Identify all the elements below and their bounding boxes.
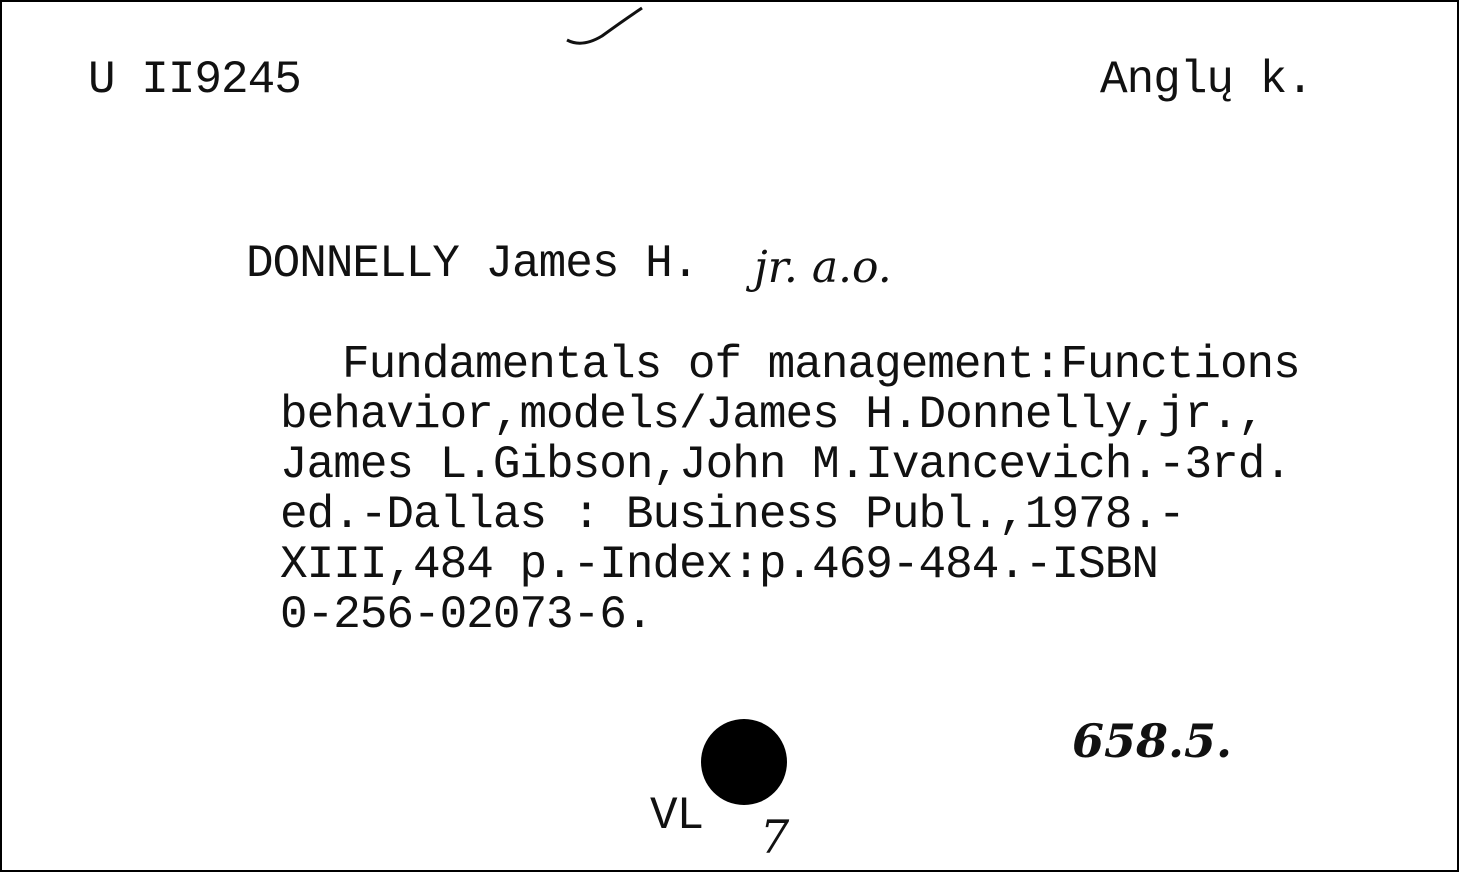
pen-stroke-mark <box>562 2 652 52</box>
copy-mark: 7 <box>760 810 790 864</box>
classification-number: 658.5. <box>1072 714 1233 768</box>
call-number: U II9245 <box>88 54 301 106</box>
author-annotation: jr. a.o. <box>754 242 892 293</box>
body-line-4: ed.-Dallas : Business Publ.,1978.- <box>280 489 1185 541</box>
location-code: VL <box>650 790 704 842</box>
body-line-3: James L.Gibson,John M.Ivancevich.-3rd. <box>280 439 1291 491</box>
language-note: Anglų k. <box>1100 54 1313 106</box>
body-line-6: 0-256-02073-6. <box>280 589 653 641</box>
punch-hole <box>701 719 787 805</box>
author-heading: DONNELLY James H. <box>246 238 699 290</box>
body-line-1: Fundamentals of management:Functions <box>342 339 1300 391</box>
body-line-2: behavior,models/James H.Donnelly,jr., <box>280 389 1265 441</box>
body-line-5: XIII,484 p.-Index:p.469-484.-ISBN <box>280 539 1158 591</box>
